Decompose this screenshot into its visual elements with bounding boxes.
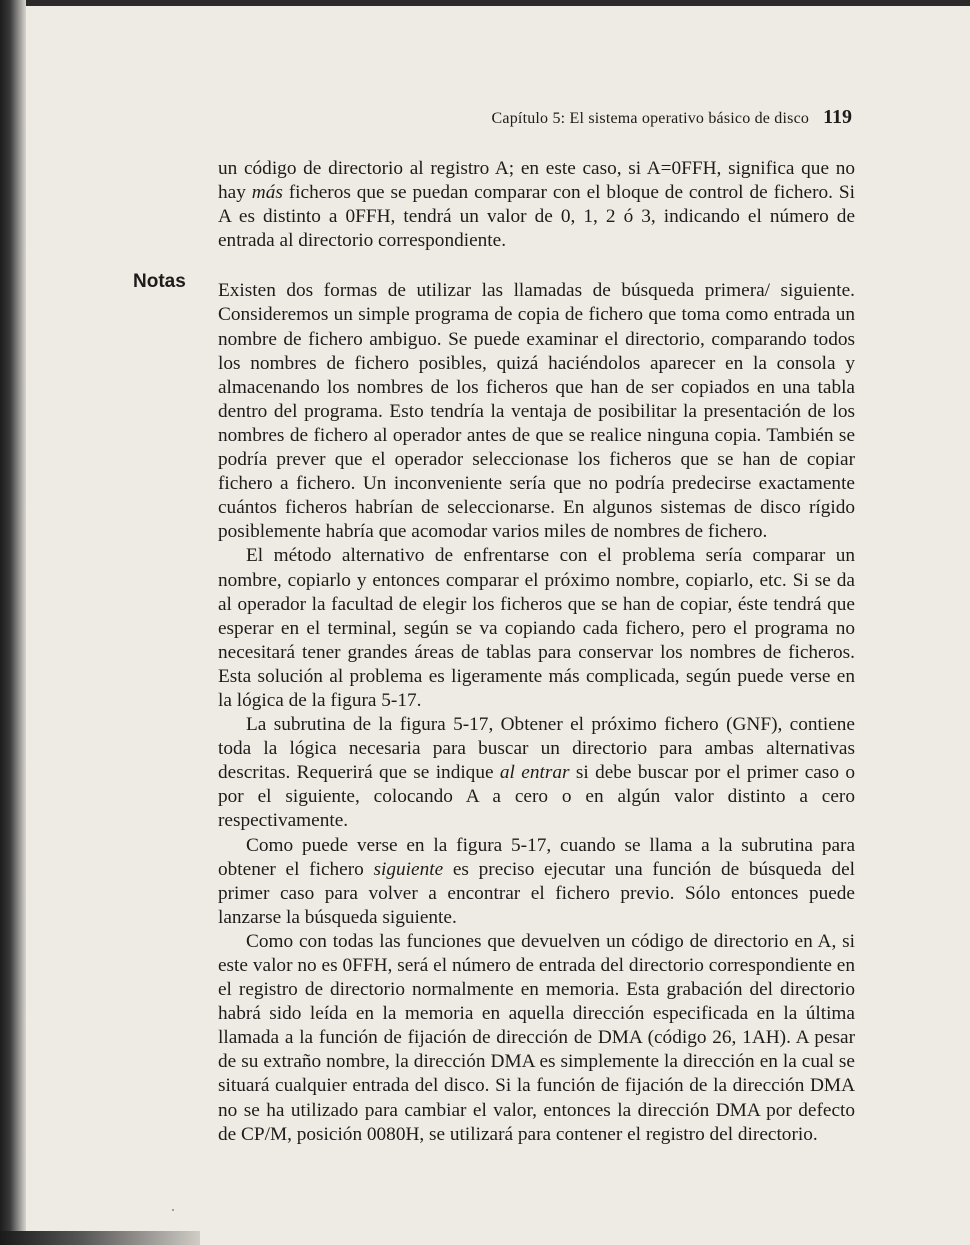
text-run: es preciso ejecutar una función de búsqueda del primer caso para volver a encontrar el fichero previo. Sólo entonces puede lanzarse la búsqueda siguiente. <box>218 858 856 928</box>
page-header <box>400 106 852 129</box>
paragraph <box>218 834 855 930</box>
paragraph <box>218 713 855 833</box>
text-run: un código de directorio al registro A; en este caso, si A=0FFH, significa que no hay <box>218 158 855 204</box>
paragraph <box>218 544 855 713</box>
text-run: El método alternativo de enfrentarse con el problema sería comparar un nombre, copiarlo y entonces comparar el próximo nombre, copiarlo, etc. Si se da al operador la facultad de elegir los ficheros que se han de copiar, éste tendrá que esperar en el terminal, según se va copiando cada fichero, pero el programa no necesitará tener grandes áreas de tablas para conservar los nombres de ficheros. Esta solución al problema es ligeramente más complicada, según puede verse en la lógica de la figura 5-17. <box>218 545 855 711</box>
italic-run: al entrar <box>499 762 570 784</box>
italic-run: siguiente <box>373 858 444 880</box>
italic-run: más <box>251 182 283 204</box>
margin-label-notas: Notas <box>133 271 186 292</box>
paragraph <box>218 930 855 1147</box>
book-binding-bottom-shadow <box>0 1231 200 1245</box>
paragraph <box>218 157 855 253</box>
scan-speck <box>172 1209 174 1211</box>
text-run: Como con todas las funciones que devuelven un código de directorio en A, si este valor no es 0FFH, será el número de entrada del directorio correspondiente en el registro de directorio normalmente en memoria. Esta grabación del directorio habrá sido leída en la memoria en aquella dirección especificada en la última llamada a la función de fijación de dirección de DMA (código 26, 1AH). A pesar de su extraño nombre, la dirección DMA es simplemente la dirección en la cual se situará cualquier entrada del disco. Si la función de fijación de la dirección DMA no se ha utilizado para cambiar el valor, entonces la dirección DMA por defecto de CP/M, posición 0080H, se utilizará para contener el registro del directorio. <box>218 930 855 1145</box>
text-run: La subrutina de la figura 5-17, Obtener el próximo fichero (GNF), contiene toda la lógica necesaria para buscar un directorio para ambas alternativas descritas. Requerirá que se indique <box>218 714 855 784</box>
text-run: Existen dos formas de utilizar las llamadas de búsqueda primera/ siguiente. Consideremos un simple programa de copia de fichero que toma como entrada un nombre de fichero ambiguo. Se puede examinar el directorio, comparando todos los nombres de fichero posibles, quizá haciéndolos aparecer en la consola y almacenando los nombres de los ficheros que han de ser copiados en una tabla dentro del programa. Esto tendría la ventaja de posibilitar la presentación de los nombres de fichero al operador antes de que se realice ninguna copia. También se podría prever que el operador seleccionase los ficheros que se han de copiar fichero a fichero. Un inconveniente sería que no podría predecirse exactamente cuántos ficheros habrían de seleccionarse. En algunos sistemas de disco rígido posiblemente habría que acomodar varios miles de nombres de fichero. <box>218 280 855 543</box>
paragraph <box>218 279 855 544</box>
body-text <box>218 157 855 1147</box>
text-run: ficheros que se puedan comparar con el bloque de control de fichero. Si A es distinto a 0FFH, tendrá un valor de 0, 1, 2 ó 3, indicando el número de entrada al directorio correspondiente. <box>218 182 855 252</box>
scan-top-border <box>0 0 970 6</box>
page-number: 119 <box>823 106 852 128</box>
text-run: Como puede verse en la figura 5-17, cuando se llama a la subrutina para obtener el fichero <box>218 834 855 880</box>
text-run: si debe buscar por el primer caso o por el siguiente, colocando A a cero o en algún valor distinto a cero respectivamente. <box>218 762 855 832</box>
book-binding-shadow <box>0 0 26 1245</box>
running-title: Capítulo 5: El sistema operativo básico de disco <box>491 110 810 127</box>
